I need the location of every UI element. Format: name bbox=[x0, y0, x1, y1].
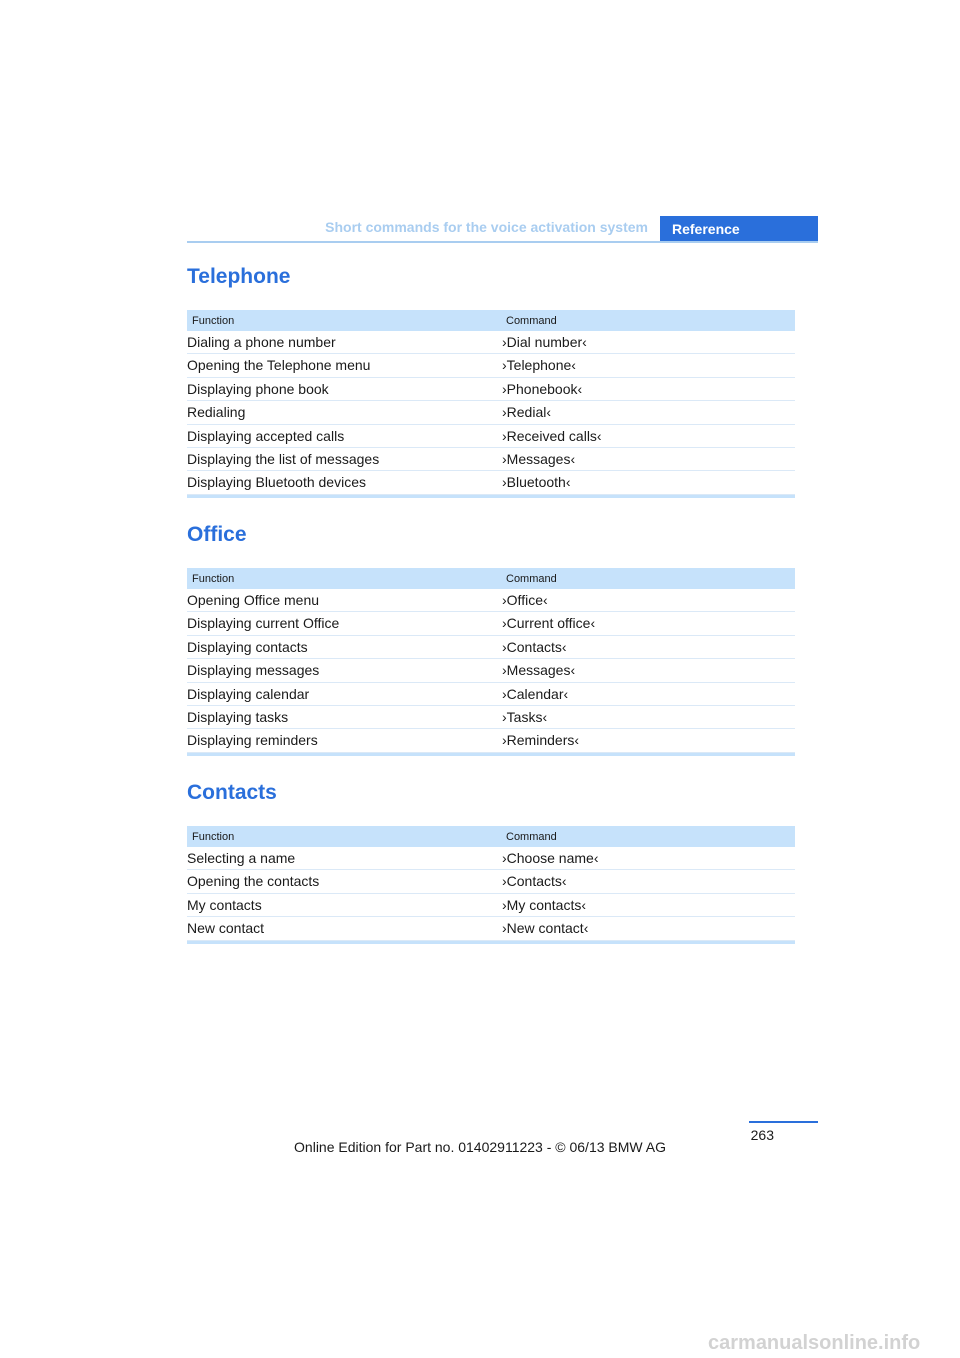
command-cell: ›Calendar‹ bbox=[502, 685, 569, 702]
chapter-tab: Reference bbox=[660, 216, 818, 243]
command-cell: ›Bluetooth‹ bbox=[502, 474, 571, 491]
footer-rule bbox=[749, 1121, 818, 1123]
function-cell: New contact bbox=[187, 920, 265, 937]
table-row bbox=[187, 401, 795, 424]
command-cell: ›Contacts‹ bbox=[502, 638, 567, 655]
command-cell: ›Received calls‹ bbox=[502, 427, 602, 444]
table-header bbox=[187, 826, 795, 847]
table-row bbox=[187, 331, 795, 354]
command-cell: ›Telephone‹ bbox=[502, 357, 576, 374]
table-header bbox=[187, 310, 795, 331]
section-heading-office: Office bbox=[187, 523, 247, 546]
edition-notice: Online Edition for Part no. 01402911223 - © 06/13 BMW AG bbox=[294, 1139, 666, 1155]
table-end-rule bbox=[187, 495, 795, 498]
office-table bbox=[187, 568, 795, 756]
function-cell: Displaying reminders bbox=[187, 732, 318, 749]
table-row bbox=[187, 636, 795, 659]
function-cell: Displaying phone book bbox=[187, 380, 329, 397]
command-cell: ›Messages‹ bbox=[502, 450, 576, 467]
table-row bbox=[187, 706, 795, 729]
table-row bbox=[187, 847, 795, 870]
telephone-table bbox=[187, 310, 795, 498]
table-row bbox=[187, 729, 795, 752]
function-cell: Redialing bbox=[187, 404, 246, 421]
function-cell: Opening Office menu bbox=[187, 592, 320, 608]
command-cell: ›New contact‹ bbox=[502, 920, 589, 937]
header-rule bbox=[187, 241, 818, 243]
command-cell: ›Phonebook‹ bbox=[502, 380, 583, 397]
command-cell: ›Current office‹ bbox=[502, 615, 596, 632]
function-cell: Displaying messages bbox=[187, 662, 320, 679]
function-cell: Displaying tasks bbox=[187, 708, 289, 725]
command-cell: ›Contacts‹ bbox=[502, 873, 567, 890]
section-heading-telephone: Telephone bbox=[187, 265, 291, 288]
function-cell: Dialing a phone number bbox=[187, 334, 336, 350]
function-cell: Displaying contacts bbox=[187, 638, 308, 655]
function-cell: Displaying current Office bbox=[187, 615, 340, 632]
running-header-title: Short commands for the voice activation system bbox=[325, 219, 648, 235]
function-cell: My contacts bbox=[187, 896, 262, 913]
table-row bbox=[187, 659, 795, 682]
command-cell: ›Redial‹ bbox=[502, 404, 552, 421]
command-cell: ›Reminders‹ bbox=[502, 732, 580, 749]
section-heading-contacts: Contacts bbox=[187, 781, 277, 804]
column-header-command: Command bbox=[506, 573, 557, 585]
command-cell: ›Messages‹ bbox=[502, 662, 576, 679]
table-row bbox=[187, 589, 795, 612]
column-header-function: Function bbox=[192, 573, 235, 585]
table-row bbox=[187, 612, 795, 635]
command-cell: ›My contacts‹ bbox=[502, 896, 587, 913]
function-cell: Displaying accepted calls bbox=[187, 427, 345, 444]
function-cell: Opening the contacts bbox=[187, 873, 320, 890]
column-header-function: Function bbox=[192, 315, 235, 327]
column-header-function: Function bbox=[192, 831, 235, 843]
function-cell: Opening the Telephone menu bbox=[187, 357, 371, 374]
table-header bbox=[187, 568, 795, 589]
table-row bbox=[187, 683, 795, 706]
table-end-rule bbox=[187, 941, 795, 944]
table-row bbox=[187, 448, 795, 471]
function-cell: Selecting a name bbox=[187, 850, 296, 866]
table-row bbox=[187, 894, 795, 917]
function-cell: Displaying Bluetooth devices bbox=[187, 474, 366, 491]
table-row bbox=[187, 917, 795, 940]
function-cell: Displaying calendar bbox=[187, 685, 310, 702]
table-row bbox=[187, 378, 795, 401]
table-end-rule bbox=[187, 753, 795, 756]
command-cell: ›Tasks‹ bbox=[502, 708, 548, 725]
page-number: 263 bbox=[750, 1127, 774, 1143]
table-row bbox=[187, 471, 795, 494]
column-header-command: Command bbox=[506, 315, 557, 327]
contacts-table bbox=[187, 826, 795, 944]
function-cell: Displaying the list of messages bbox=[187, 450, 380, 467]
command-cell: ›Office‹ bbox=[502, 592, 548, 608]
command-cell: ›Dial number‹ bbox=[502, 334, 587, 350]
column-header-command: Command bbox=[506, 831, 557, 843]
table-row bbox=[187, 425, 795, 448]
table-row bbox=[187, 354, 795, 377]
watermark: carmanualsonline.info bbox=[708, 1332, 921, 1354]
command-cell: ›Choose name‹ bbox=[502, 850, 599, 866]
table-row bbox=[187, 870, 795, 893]
